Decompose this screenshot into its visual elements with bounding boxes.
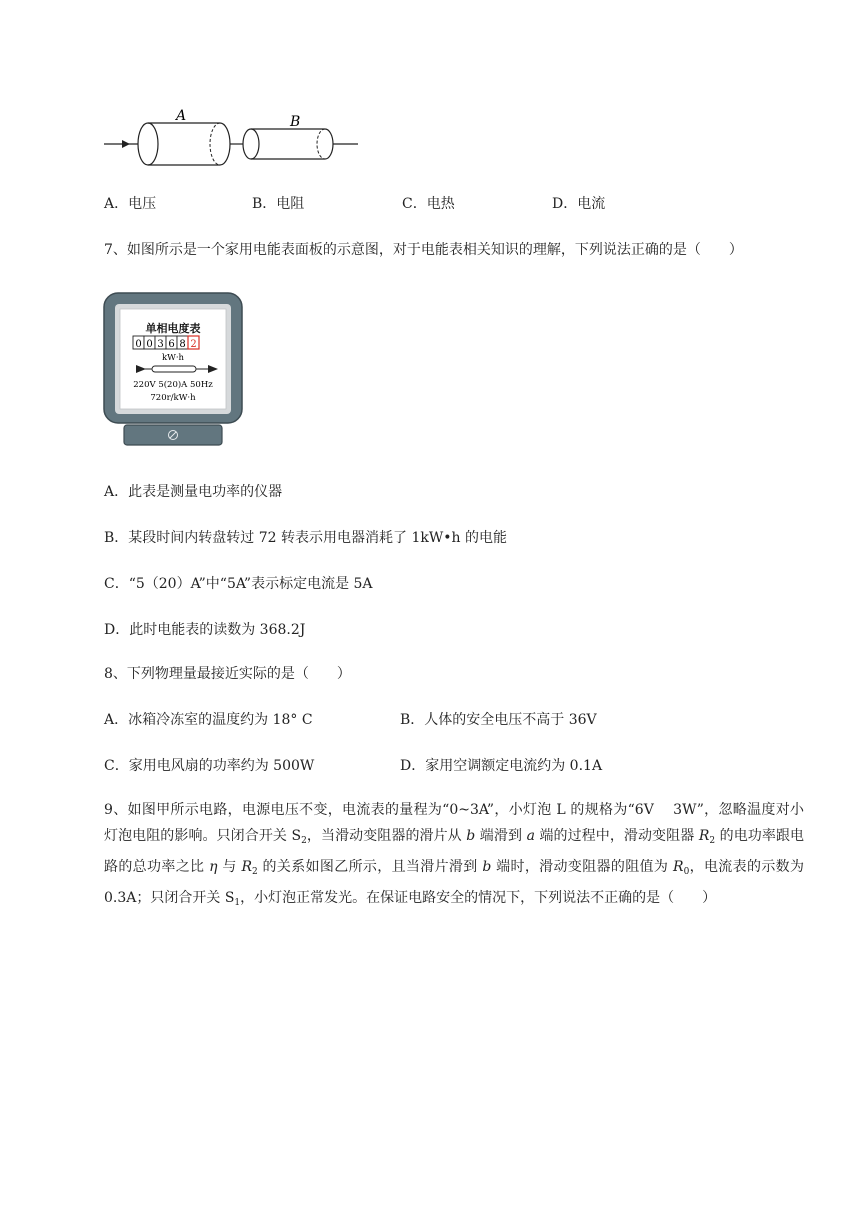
q7-option-b: B．某段时间内转盘转过 72 转表示用电器消耗了 1kW•h 的电能 bbox=[104, 530, 507, 546]
q7-option-c: C．“5（20）A”中“5A”表示标定电流是 5A bbox=[104, 576, 373, 592]
meter-digit-6: 2 bbox=[190, 339, 197, 350]
q9-text-2: ，当滑动变阻器的滑片从 bbox=[306, 828, 467, 844]
q9-sub-r0: 0 bbox=[683, 867, 690, 877]
q6-option-d: D．电流 bbox=[552, 196, 606, 212]
meter-digits bbox=[133, 336, 199, 350]
q9-sub-r2: 2 bbox=[709, 836, 716, 846]
q9-text-3: 端滑到 bbox=[475, 828, 527, 844]
label-b: B bbox=[290, 114, 301, 130]
q9-text-9: ，电流表的示数为 0.3A；只闭合开关 S bbox=[104, 859, 805, 906]
q9-text-10: ，小灯泡正常发光。在保证电路安全的情况下，下列说法不正确的是（ ） bbox=[240, 890, 717, 906]
q9-stem bbox=[104, 797, 804, 916]
q8-stem: 8、下列物理量最接近实际的是（ ） bbox=[104, 666, 351, 682]
meter-digit-3: 3 bbox=[157, 339, 164, 350]
q9-sub-s1: 1 bbox=[234, 898, 241, 908]
q9-sub-r2b: 2 bbox=[252, 867, 258, 877]
meter-digit-2: 0 bbox=[146, 339, 153, 350]
q9-var-b: b bbox=[466, 828, 476, 844]
q9-var-r-b: R bbox=[241, 859, 253, 875]
meter-digit-1: 0 bbox=[135, 339, 142, 350]
q6-option-c: C．电热 bbox=[402, 196, 455, 212]
meter-spec-constant: 720r/kW·h bbox=[150, 393, 196, 403]
q8-option-d: D．家用空调额定电流约为 0.1A bbox=[400, 758, 603, 774]
q8-option-a: A．冰箱冷冻室的温度约为 18° C bbox=[104, 712, 313, 728]
meter-digit-5: 8 bbox=[179, 339, 186, 350]
q9-text-8: 端时，滑动变阻器的阻值为 bbox=[491, 859, 674, 875]
q9-text-7: 的关系如图乙所示，且当滑片滑到 bbox=[257, 859, 483, 875]
q9-var-a: a bbox=[526, 828, 535, 844]
q6-cylinder-figure bbox=[100, 104, 370, 174]
q9-text-5: 的电功率跟电路的总功率之比 bbox=[104, 828, 805, 875]
electric-meter-figure bbox=[100, 290, 248, 450]
q7-stem: 7、如图所示是一个家用电能表面板的示意图，对于电能表相关知识的理解，下列说法正确的是（ ） bbox=[104, 242, 743, 258]
q7-option-a: A．此表是测量电功率的仪器 bbox=[104, 484, 283, 500]
q9-var-eta: η bbox=[209, 859, 218, 875]
q9-var-b2: b bbox=[482, 859, 492, 875]
q9-sub-s2: 2 bbox=[301, 836, 307, 846]
q9-var-r: R bbox=[698, 828, 710, 844]
q8-option-b: B．人体的安全电压不高于 36V bbox=[400, 712, 597, 728]
q8-option-c: C．家用电风扇的功率约为 500W bbox=[104, 758, 315, 774]
meter-title: 单相电度表 bbox=[145, 322, 201, 335]
q9-text-4: 端的过程中，滑动变阻器 bbox=[534, 828, 699, 844]
meter-unit: kW·h bbox=[161, 353, 185, 363]
q7-option-d: D．此时电能表的读数为 368.2J bbox=[104, 622, 306, 638]
q9-var-r-c: R bbox=[673, 859, 684, 875]
q9-text-1: 9、如图甲所示电路，电源电压不变，电流表的量程为“0~3A”，小灯泡 L 的规格为“6V 3W”，忽略温度对小灯泡电阻的影响。只闭合开关 S bbox=[104, 802, 804, 844]
q6-option-a: A．电压 bbox=[104, 196, 157, 212]
label-a: A bbox=[176, 108, 187, 124]
meter-spec-rating: 220V 5(20)A 50Hz bbox=[133, 380, 213, 390]
meter-digit-4: 6 bbox=[168, 339, 175, 350]
q6-option-b: B．电阻 bbox=[252, 196, 305, 212]
q9-text-6: 与 bbox=[217, 859, 242, 875]
